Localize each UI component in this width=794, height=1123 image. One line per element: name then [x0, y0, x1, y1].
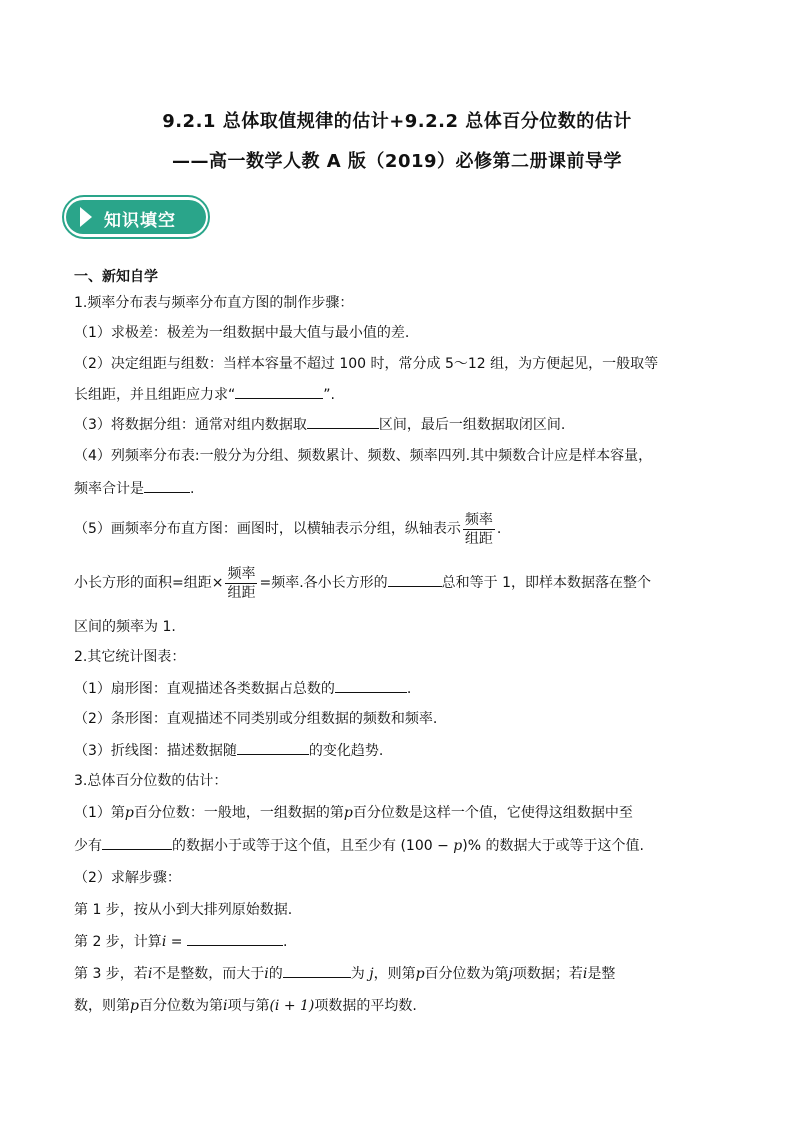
text-segment: 项数据的平均数. [314, 998, 417, 1014]
text-segment: 项数据；若 [512, 966, 583, 982]
variable-p: p [124, 805, 134, 821]
text-line: 第 1 步，按从小到大排列原始数据. [74, 902, 293, 918]
text-segment: （5）画频率分布直方图：画图时，以横轴表示分组，纵轴表示 [74, 521, 461, 537]
text-segment: 不是整数，而大于 [152, 966, 265, 982]
banner-label: 知识填空 [104, 211, 176, 231]
text-segment: 区间，最后一组数据取闭区间. [378, 417, 566, 433]
text-line: 3.总体百分位数的估计： [74, 773, 228, 789]
section-heading: 一、新知自学 [74, 269, 158, 285]
fraction-denominator: 组距 [464, 530, 493, 547]
text-line: 2.其它统计图表： [74, 649, 186, 665]
fraction [225, 565, 257, 602]
text-segment: 数，则第 [74, 998, 130, 1014]
text-segment: 第 3 步，若 [74, 966, 148, 982]
fill-blank[interactable] [187, 931, 283, 946]
text-segment: ，则第 [373, 966, 416, 982]
fill-blank[interactable] [388, 572, 442, 587]
text-segment: 的数据小于或等于这个值，且至少有 (100 − [172, 838, 454, 854]
document-title: 9.2.1 总体取值规律的估计+9.2.2 总体百分位数的估计 [162, 111, 632, 132]
text-segment: . [282, 934, 288, 950]
text-segment: 百分位数为第 [138, 998, 223, 1014]
fill-blank[interactable] [102, 835, 172, 850]
variable-i: i [161, 934, 167, 950]
text-segment: 百分位数是这样一个值，它使得这组数据中至 [352, 805, 633, 821]
variable-j: j [369, 966, 374, 982]
section-banner [62, 195, 214, 243]
fill-blank[interactable] [235, 384, 323, 399]
variable-p: p [415, 966, 425, 982]
text-segment: = [166, 934, 187, 950]
variable-p: p [453, 838, 463, 854]
text-segment: 小长方形的面积=组距× [74, 575, 224, 591]
text-segment: =频率.各小长方形的 [259, 575, 388, 591]
text-line [74, 564, 651, 602]
variable-p: p [343, 805, 353, 821]
text-line [74, 740, 383, 761]
text-segment: （3）折线图：描述数据随 [74, 743, 237, 759]
text-line [74, 931, 287, 952]
variable-i: i [147, 966, 153, 982]
text-line: （2）求解步骤： [74, 870, 181, 886]
fill-blank[interactable] [335, 678, 407, 693]
text-line [74, 678, 411, 699]
text-line [74, 478, 194, 499]
text-segment: 的变化趋势. [308, 743, 384, 759]
variable-i: i [264, 966, 269, 982]
text-segment: 长组距，并且组距应力求“ [74, 387, 236, 403]
fill-blank[interactable] [283, 963, 351, 978]
fraction [463, 511, 495, 548]
text-line [74, 414, 565, 435]
text-line [74, 510, 501, 548]
fill-blank[interactable] [237, 740, 309, 755]
document-subtitle: ——高一数学人教 A 版（2019）必修第二册课前导学 [171, 151, 623, 172]
text-segment: 百分位数：一般地，一组数据的第 [133, 805, 344, 821]
text-line: 区间的频率为 1. [74, 619, 176, 635]
text-segment: 是整 [587, 966, 616, 982]
text-line: （2）条形图：直观描述不同类别或分组数据的频数和频率. [74, 711, 438, 727]
variable-j: j [508, 966, 513, 982]
text-line [74, 803, 633, 823]
text-line [74, 384, 335, 405]
text-segment: . [496, 521, 502, 537]
text-segment: ”. [323, 387, 335, 403]
text-line [74, 835, 644, 856]
text-segment: （3）将数据分组：通常对组内数据取 [74, 417, 307, 433]
expression-i-plus-1: (i + 1) [269, 998, 315, 1014]
text-line: （2）决定组距与组数：当样本容量不超过 100 时，常分成 5～12 组，为方便起见，一般取等 [74, 356, 659, 372]
text-segment: . [406, 681, 412, 697]
text-segment: . [190, 481, 195, 497]
fill-blank[interactable] [144, 478, 190, 493]
text-segment: )% 的数据大于或等于这个值. [462, 838, 644, 854]
variable-p: p [130, 998, 139, 1014]
text-line: （4）列频率分布表:一般分为分组、频数累计、频数、频率四列.其中频数合计应是样本容量， [74, 448, 653, 464]
text-line: 1.频率分布表与频率分布直方图的制作步骤： [74, 295, 354, 311]
text-segment: 第 2 步，计算 [74, 934, 162, 950]
text-segment: （1）扇形图：直观描述各类数据占总数的 [74, 681, 335, 697]
fraction-denominator: 组距 [227, 584, 256, 601]
fill-blank[interactable] [307, 414, 379, 429]
text-line: （1）求极差：极差为一组数据中最大值与最小值的差. [74, 325, 410, 341]
variable-i: i [222, 998, 228, 1014]
variable-i: i [582, 966, 588, 982]
text-line [74, 963, 615, 984]
text-segment: （1）第 [74, 805, 125, 821]
text-segment: 的 [268, 966, 283, 982]
text-segment: 频率合计是 [74, 481, 144, 497]
text-line [74, 996, 417, 1016]
text-segment: 项与第 [227, 998, 270, 1014]
text-segment: 百分位数为第 [424, 966, 509, 982]
fraction-numerator: 频率 [464, 511, 493, 528]
fraction-numerator: 频率 [227, 565, 256, 582]
play-arrow-icon [80, 207, 92, 227]
text-segment: 总和等于 1，即样本数据落在整个 [441, 575, 652, 591]
text-segment: 为 [350, 966, 365, 982]
text-segment: 少有 [74, 838, 102, 854]
